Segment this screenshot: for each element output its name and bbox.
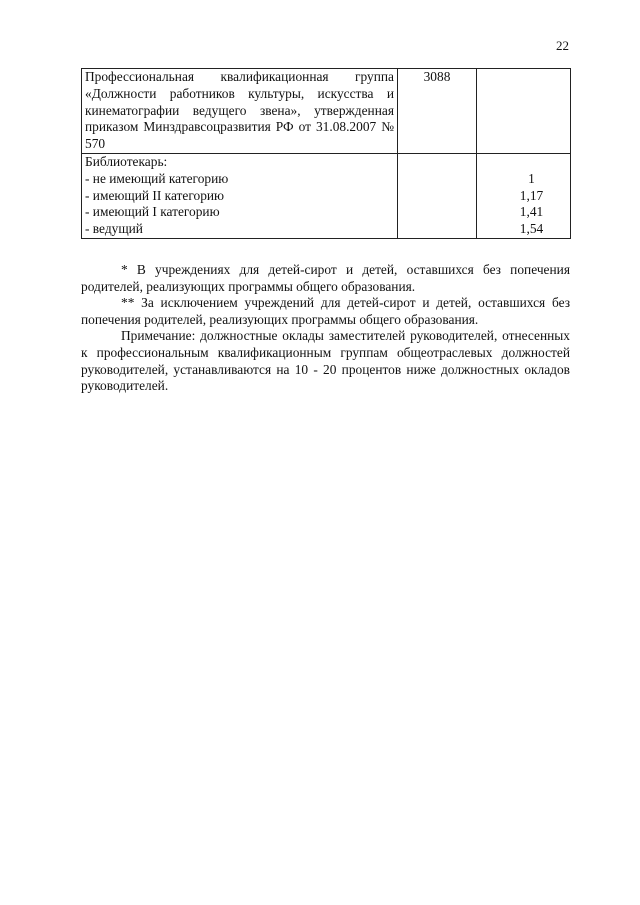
position-title: Библиотекарь: <box>85 153 168 169</box>
coefficient-value: 1 <box>528 170 535 186</box>
page-number: 22 <box>556 38 569 53</box>
base-salary-value: 3088 <box>398 69 477 154</box>
qualification-group-name: Профессиональная квалификационная группа «Должности работников культуры, искусства и кинематографии ведущего звена», утвержденная приказом Минздравсоцразвития РФ от 31.08.2007 № 570 <box>82 69 398 154</box>
group-coefficient-cell <box>477 69 571 154</box>
notes-section <box>81 262 570 395</box>
coefficient-value: 1,54 <box>519 221 544 237</box>
footnote-orphanage: * В учреждениях для детей-сирот и детей, оставшихся без попечения родителей, реализующих программы общего образования. <box>81 262 570 294</box>
table-row-librarian <box>82 153 571 238</box>
salary-table <box>81 68 571 239</box>
category-label: - не имеющий категорию <box>85 170 229 186</box>
librarian-salary-cell <box>398 153 477 238</box>
librarian-positions-cell <box>82 153 398 238</box>
deputy-salary-remark: Примечание: должностные оклады заместителей руководителей, отнесенных к профессиональным квалификационным группам общеотраслевых должностей руководителей, устанавливаются на 10 - 20 процентов ниже должностных окладов руководителей. <box>81 328 570 394</box>
category-label: - имеющий I категорию <box>85 204 220 220</box>
coefficient-spacer <box>480 154 567 171</box>
footnote-except-orphanage: ** За исключением учреждений для детей-сирот и детей, оставшихся без попечения родителей, реализующих программы общего образования. <box>81 295 570 327</box>
table-row-qualification-group <box>82 69 571 154</box>
coefficient-value: 1,17 <box>519 187 544 203</box>
category-label: - имеющий II категорию <box>85 187 225 203</box>
category-label: - ведущий <box>85 221 143 237</box>
librarian-coefficients-cell <box>477 153 571 238</box>
coefficient-value: 1,41 <box>519 204 544 220</box>
